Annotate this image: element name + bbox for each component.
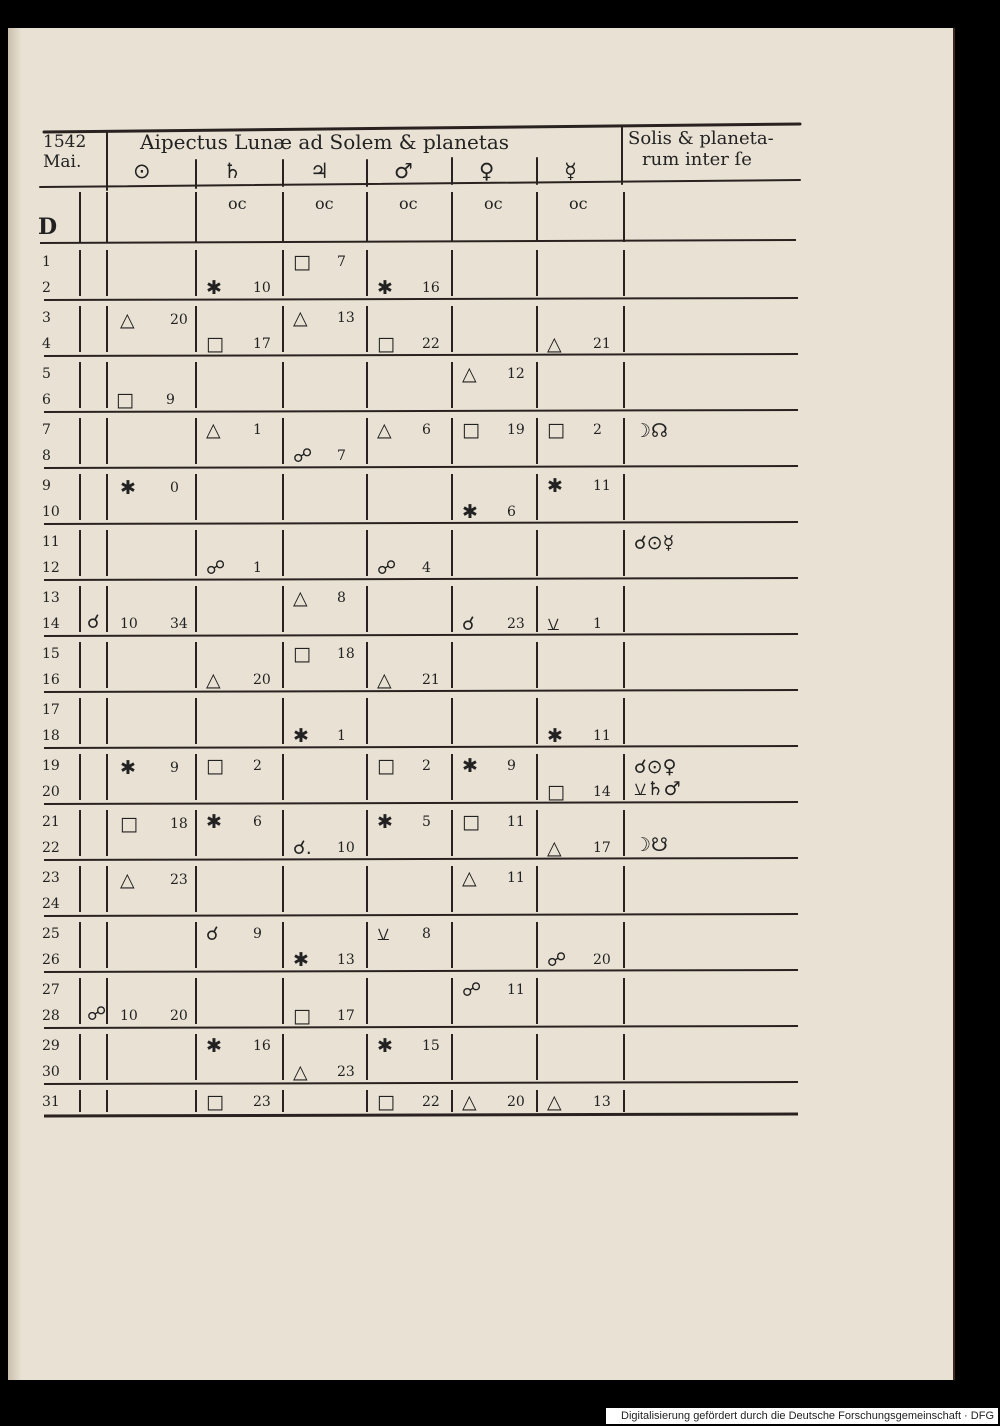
mutual-aspect: ☽☊ xyxy=(634,420,668,442)
aspect-value: 20 xyxy=(593,952,611,968)
day-number: 25 xyxy=(42,926,60,942)
aspect-symbol-icon: ☍ xyxy=(377,557,397,579)
aspect-value: 1 xyxy=(253,560,262,576)
aspect-value: 4 xyxy=(422,560,431,576)
day-number: 15 xyxy=(42,646,60,662)
aspect-value: 23 xyxy=(337,1064,355,1080)
aspect-symbol-icon: ✱ xyxy=(547,475,563,497)
aspect-value: 19 xyxy=(507,422,525,438)
day-number: 11 xyxy=(42,534,60,550)
sun-symbol-icon: ⊙ xyxy=(133,159,151,183)
aspect-symbol-icon: □ xyxy=(116,389,134,411)
aspect-symbol-icon: ✱ xyxy=(547,725,563,747)
aspect-value: 20 xyxy=(253,672,271,688)
aspect-value: 16 xyxy=(422,280,440,296)
day-number: 9 xyxy=(42,478,51,494)
aspect-value: 18 xyxy=(337,646,355,662)
aspect-value: 8 xyxy=(337,590,346,606)
sun-aspect-value: 23 xyxy=(170,872,188,888)
aspect-value: 11 xyxy=(507,814,525,830)
aspect-symbol-icon: ☌ xyxy=(462,613,475,635)
sun-aspect-value: 20 xyxy=(170,312,188,328)
day-column-label: D xyxy=(38,214,58,240)
sun-aspect-value: 9 xyxy=(170,760,179,776)
day-number: 10 xyxy=(42,504,60,520)
aspect-symbol-icon: △ xyxy=(293,1061,308,1083)
aspect-value: 7 xyxy=(337,254,346,270)
aspect-symbol-icon: △ xyxy=(547,837,562,859)
sun-aspect-value: 0 xyxy=(170,480,179,496)
day-number: 21 xyxy=(42,814,60,830)
aspect-symbol-icon: ☌ xyxy=(206,923,219,945)
aspect-value: 16 xyxy=(253,1038,271,1054)
aspect-value: 10 xyxy=(337,840,355,856)
day-number: 13 xyxy=(42,590,60,606)
aspect-value: 15 xyxy=(422,1038,440,1054)
aspect-value: 22 xyxy=(422,336,440,352)
aspect-symbol-icon: □ xyxy=(206,333,224,355)
aspect-symbol-icon: □ xyxy=(206,1091,224,1113)
sun-hour: 10 xyxy=(120,616,138,632)
day-number: 3 xyxy=(42,310,51,326)
sun-aspect-icon: □ xyxy=(120,813,138,835)
aspect-symbol-icon: □ xyxy=(293,643,311,665)
day-number: 7 xyxy=(42,422,51,438)
day-number: 4 xyxy=(42,336,51,352)
aspect-value: 9 xyxy=(507,758,516,774)
aspect-value: 17 xyxy=(337,1008,355,1024)
right-header-line-1: Solis & planeta- xyxy=(628,128,774,149)
aspect-symbol-icon: ☍ xyxy=(206,557,226,579)
aspect-symbol-icon: □ xyxy=(377,1091,395,1113)
aspect-value: 11 xyxy=(593,478,611,494)
aspect-value: 21 xyxy=(422,672,440,688)
aspect-value: 13 xyxy=(337,310,355,326)
aspect-symbol-icon: △ xyxy=(547,1091,562,1113)
aspect-value: 14 xyxy=(593,784,611,800)
aspect-symbol-icon: ✱ xyxy=(293,949,309,971)
aspect-value: 1 xyxy=(593,616,602,632)
day-number: 2 xyxy=(42,280,51,296)
day-number: 27 xyxy=(42,982,60,998)
aspect-symbol-icon: ☍ xyxy=(462,979,482,1001)
aspect-value: 17 xyxy=(253,336,271,352)
aspect-symbol-icon: △ xyxy=(377,669,392,691)
oc-label: oc xyxy=(484,194,503,213)
day-number: 6 xyxy=(42,392,51,408)
aspect-symbol-icon: △ xyxy=(293,307,308,329)
day-number: 20 xyxy=(42,784,60,800)
aspect-value: 2 xyxy=(422,758,431,774)
aspect-value: 20 xyxy=(507,1094,525,1110)
aspect-symbol-icon: □ xyxy=(206,755,224,777)
jupiter-symbol-icon: ♃ xyxy=(310,159,329,183)
aspect-symbol-icon: △ xyxy=(293,587,308,609)
day-number: 24 xyxy=(42,896,60,912)
aspect-symbol-icon: △ xyxy=(377,419,392,441)
venus-symbol-icon: ♀ xyxy=(479,159,495,183)
aspect-symbol-icon: □ xyxy=(547,419,565,441)
aspect-value: 7 xyxy=(337,448,346,464)
day-number: 30 xyxy=(42,1064,60,1080)
mutual-aspect: ☌⊙☿ xyxy=(634,532,675,554)
aspect-symbol-icon: ☍ xyxy=(293,445,313,467)
aspect-symbol-icon: □ xyxy=(293,251,311,273)
day-number: 23 xyxy=(42,870,60,886)
sun-aspect-icon: △ xyxy=(120,309,135,331)
day-number: 18 xyxy=(42,728,60,744)
digitization-credit: Digitalisierung gefördert durch die Deutsche Forschungsgemeinschaft · DFG xyxy=(606,1408,998,1424)
sun-aspect-icon: ✱ xyxy=(120,757,136,779)
page-title: Aipectus Lunæ ad Solem & planetas xyxy=(140,130,510,154)
day-number: 28 xyxy=(42,1008,60,1024)
aspect-value: 13 xyxy=(593,1094,611,1110)
aspect-symbol-icon: ✱ xyxy=(377,1035,393,1057)
aspect-symbol-icon: □ xyxy=(547,781,565,803)
aspect-value: 17 xyxy=(593,840,611,856)
aspect-value: 10 xyxy=(253,280,271,296)
mutual-aspect-2: ⚺♄♂ xyxy=(634,778,681,800)
aspect-symbol-icon: ✱ xyxy=(206,811,222,833)
day-number: 22 xyxy=(42,840,60,856)
mutual-aspect-2: ☽☋ xyxy=(634,834,668,856)
aspect-value: 23 xyxy=(253,1094,271,1110)
aspect-value: 5 xyxy=(422,814,431,830)
sun-aspect-value: 34 xyxy=(170,616,188,632)
moon-aspect-icon: ☌ xyxy=(87,611,100,633)
aspect-value: 9 xyxy=(253,926,262,942)
oc-label: oc xyxy=(315,194,334,213)
aspect-value: 2 xyxy=(593,422,602,438)
day-number: 19 xyxy=(42,758,60,774)
aspect-symbol-icon: ✱ xyxy=(462,755,478,777)
day-number: 16 xyxy=(42,672,60,688)
aspect-symbol-icon: ✱ xyxy=(206,1035,222,1057)
sun-hour: 10 xyxy=(120,1008,138,1024)
aspect-value: 2 xyxy=(253,758,262,774)
day-number: 26 xyxy=(42,952,60,968)
aspect-value: 21 xyxy=(593,336,611,352)
aspect-value: 1 xyxy=(337,728,346,744)
saturn-symbol-icon: ♄ xyxy=(223,159,242,183)
aspect-symbol-icon: □ xyxy=(462,811,480,833)
aspect-value: 11 xyxy=(507,870,525,886)
aspect-value: 22 xyxy=(422,1094,440,1110)
day-number: 29 xyxy=(42,1038,60,1054)
aspect-symbol-icon: ✱ xyxy=(206,277,222,299)
aspect-value: 11 xyxy=(593,728,611,744)
aspect-symbol-icon: △ xyxy=(462,867,477,889)
aspect-value: 13 xyxy=(337,952,355,968)
day-number: 14 xyxy=(42,616,60,632)
day-number: 31 xyxy=(42,1094,60,1110)
aspect-symbol-icon: □ xyxy=(462,419,480,441)
aspect-symbol-icon: △ xyxy=(206,669,221,691)
aspect-symbol-icon: ✱ xyxy=(462,501,478,523)
aspect-symbol-icon: □ xyxy=(377,333,395,355)
mars-symbol-icon: ♂ xyxy=(394,159,413,183)
day-number: 17 xyxy=(42,702,60,718)
sun-aspect-icon: ✱ xyxy=(120,477,136,499)
sun-aspect-value: 20 xyxy=(170,1008,188,1024)
oc-label: oc xyxy=(569,194,588,213)
year-label: 1542 xyxy=(43,132,87,152)
aspect-symbol-icon: ⚺ xyxy=(377,923,390,945)
aspect-symbol-icon: △ xyxy=(462,363,477,385)
aspect-value: 12 xyxy=(507,366,525,382)
oc-label: oc xyxy=(228,194,247,213)
aspect-value: 11 xyxy=(507,982,525,998)
aspect-symbol-icon: ⚺ xyxy=(547,613,560,635)
right-column-header xyxy=(628,128,774,170)
month-label: Mai. xyxy=(43,152,82,172)
aspect-value: 8 xyxy=(422,926,431,942)
sun-aspect-icon: △ xyxy=(120,869,135,891)
aspect-value: 6 xyxy=(422,422,431,438)
aspect-symbol-icon: △ xyxy=(462,1091,477,1113)
aspect-value: 9 xyxy=(166,392,175,408)
aspect-symbol-icon: □ xyxy=(377,755,395,777)
right-header-line-2: rum inter ſe xyxy=(642,149,752,170)
day-number: 1 xyxy=(42,254,51,270)
aspect-value: 6 xyxy=(507,504,516,520)
aspect-symbol-icon: ☍ xyxy=(547,949,567,971)
day-number: 5 xyxy=(42,366,51,382)
aspect-value: 6 xyxy=(253,814,262,830)
aspect-symbol-icon: ☌. xyxy=(293,837,312,859)
moon-aspect-icon: ☍ xyxy=(87,1003,107,1025)
day-number: 8 xyxy=(42,448,51,464)
aspect-symbol-icon: ✱ xyxy=(377,811,393,833)
aspect-symbol-icon: △ xyxy=(547,333,562,355)
aspect-symbol-icon: ✱ xyxy=(377,277,393,299)
aspect-symbol-icon: □ xyxy=(293,1005,311,1027)
mutual-aspect: ☌⊙♀ xyxy=(634,756,677,778)
day-number: 12 xyxy=(42,560,60,576)
oc-label: oc xyxy=(399,194,418,213)
aspect-value: 23 xyxy=(507,616,525,632)
aspect-value: 1 xyxy=(253,422,262,438)
year-month-header xyxy=(43,132,86,172)
sun-aspect-value: 18 xyxy=(170,816,188,832)
aspect-symbol-icon: △ xyxy=(206,419,221,441)
mercury-symbol-icon: ☿ xyxy=(564,159,577,183)
aspect-symbol-icon: ✱ xyxy=(293,725,309,747)
